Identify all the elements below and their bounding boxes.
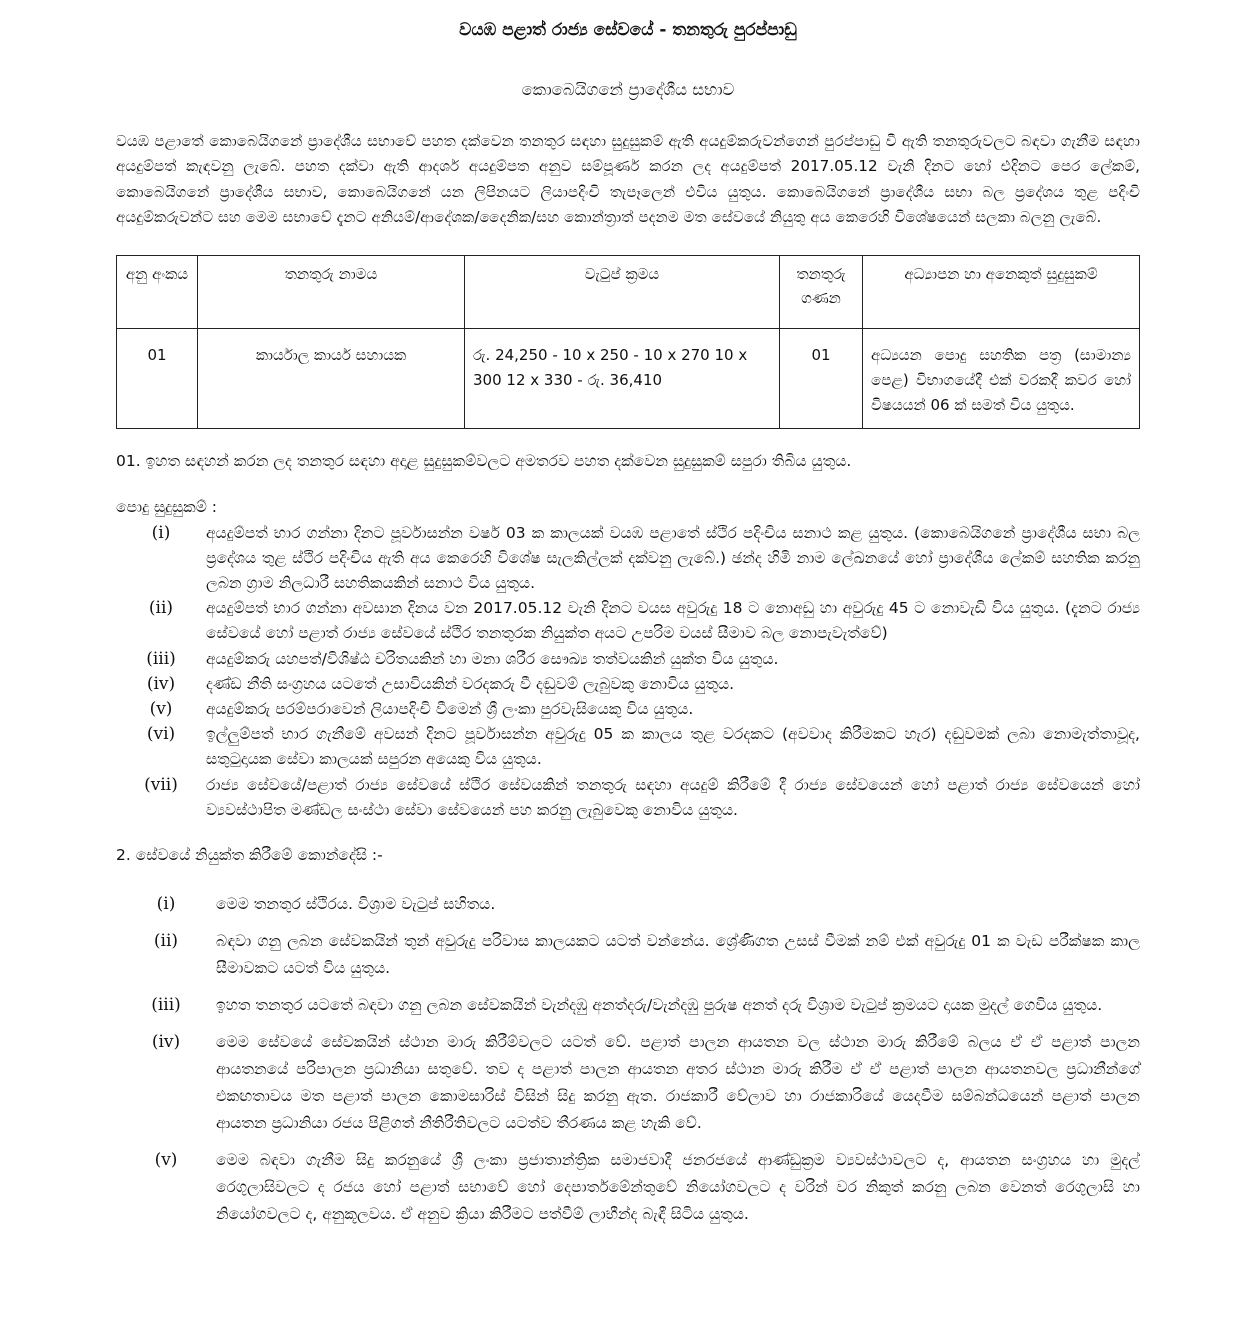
item-text: අයදුම්පත් භාර ගන්නා දිනට පූර්වාසන්න වර්ෂ 03 ක කාලයක් වයඹ පළාතේ ස්ථිර පදිංචිය සනාථ කළ යුතුය. (කොබෙයිගනේ ප්‍රාදේශීය සභා බල ප්‍රදේශය තුළ ස්ථිර පදිංචිය ඇති අය කෙරෙහි විශේෂ සැලකිල්ලක් දක්වනු ලැබේ.) ඡන්ද හිමි නාම ලේඛනයේ හෝ ප්‍රාදේශීය ලේකම් සහතික කරනු ලබන ග්‍රාම නිලධාරී සහතිකයකින් සනාථ විය යුතුය. (206, 523, 1140, 593)
item-number: (iii) (146, 648, 176, 669)
list-item (116, 697, 1140, 722)
cell-salary-scale: රු. 24,250 - 10 x 250 - 10 x 270 10 x 300 12 x 330 - රු. 36,410 (465, 328, 780, 428)
item-text: බඳවා ගනු ලබන සේවකයින් තුන් අවුරුදු පරිවාස කාලයකට යටත් වන්නේය. ශ්‍රේණිගත උසස් වීමක් නම් එක් අවුරුදු 01 ක වැඩ පරීක්ෂක කාල සීමාවකට යටත් විය යුතුය. (216, 932, 1140, 978)
list-item (116, 1147, 1140, 1228)
item-text: ඉල්ලුම්පත් භාර ගැනීමේ අවසන් දිනට පූර්වාසන්න අවුරුදු 05 ක කාලය තුළ වරදකට (අවවාද කිරීමකට හැර) දඬුවමක් ලබා නොමැත්තාවූද, සතුටුදායක සේවා කාලයක් සපුරන අයෙකු විය යුතුය. (206, 725, 1140, 769)
item-number: (iii) (151, 995, 181, 1016)
list-item (116, 647, 1140, 672)
header-qualifications: අධ්‍යාපන හා අනෙකුත් සුදුසුකම් (863, 255, 1140, 328)
item-number: (iv) (151, 1032, 181, 1053)
item-text: අයදුම්කරු පරම්පරාවෙන් ලියාපදිංචි වීමෙන් ශ්‍රී ලංකා පුරවැසියෙකු විය යුතුය. (206, 700, 694, 719)
note-additional-qualifications: 01. ඉහත සඳහන් කරන ලද තනතුර සඳහා අදාළ සුදුසුකම්වලට අමතරව පහත දක්වෙන සුදුසුකම් සපුරා තිබිය යුතුය. (116, 451, 852, 470)
header-post-count: තනතුරු ගණන (780, 255, 863, 328)
item-text: මෙම සේවයේ සේවකයින් ස්ථාන මාරු කිරීම්වලට යටත් වේ. පළාත් පාලන ආයතන වල ස්ථාන මාරු කිරීමේ බලය ඒ ඒ පළාත් පාලන ආයතනයේ පරිපාලන ප්‍රධානියා සතුවේ. තව ද පළාත් පාලන ආයතන අතර ස්ථාන මාරු කිරීම ඒ ඒ පළාත් පාලන ආයතනවල ප්‍රධානීන්ගේ එකඟතාවය මත පළාත් පාලන කොමසාරිස් විසින් සිදු කරනු ඇත. රාජකාරී වේලාව හා රාජකාරියේ යෙදවීම සම්බන්ධයෙන් පළාත් පාලන ආයතන ප්‍රධානියා රජය පිළිගත් නීතිරීතිවලට යටත්ව තීරණය කළ හැකි වේ. (216, 1033, 1140, 1133)
item-number: (v) (154, 1150, 178, 1171)
item-number: (vii) (144, 774, 178, 795)
list-item (116, 928, 1140, 982)
header-salary-scale: වැටුප් ක්‍රමය (465, 255, 780, 328)
page-title: වයඹ පළාත් රාජ්‍ය සේවයේ - තනතුරු පුරප්පාඩු (459, 20, 797, 40)
list-item (116, 891, 1140, 918)
list-item (116, 521, 1140, 597)
cell-post-name: කාර්යාල කාර්ය සහායක (198, 328, 465, 428)
item-text: අයදුම්පත් භාර ගන්නා අවසාන දිනය වන 2017.05.12 වැනි දිනට වයස අවුරුදු 18 ට නොඅඩු හා අවුරුදු 45 ට නොවැඩි විය යුතුය. (දැනට රාජ්‍ය සේවයේ හෝ පළාත් රාජ්‍ය සේවයේ ස්ථිර තනතුරක නියුක්ත අයට උපරිම වයස් සීමාව බල නොපැවැත්වේ) (206, 599, 1140, 643)
vacancy-table (116, 255, 1140, 429)
item-number: (i) (156, 894, 176, 915)
page-subtitle: කොබෙයිගනේ ප්‍රාදේශීය සභාව (521, 80, 735, 99)
cell-qualifications: අධ්‍යයන පොදු සහතික පත්‍ර (සාමාන්‍ය පෙළ) විභාගයේදී එක් වරකදී කවර හෝ විෂයයන් 06 ක් සමත් විය යුතුය. (863, 328, 1140, 428)
general-qualifications-heading: පොදු සුදුසුකම් : (116, 497, 218, 516)
list-item (116, 992, 1140, 1019)
item-number: (vi) (146, 724, 176, 745)
table-row (117, 328, 1140, 428)
table-header-row (117, 255, 1140, 328)
item-number: (iv) (146, 673, 176, 694)
header-post-name: තනතුරු නාමය (198, 255, 465, 328)
list-item (116, 596, 1140, 646)
list-item (116, 722, 1140, 772)
appointment-conditions-list (116, 891, 1140, 1228)
cell-serial-no: 01 (117, 328, 198, 428)
intro-paragraph: වයඹ පළාතේ කොබෙයිගනේ ප්‍රාදේශීය සභාවේ පහත දක්වෙන තනතුර සඳහා සුදුසුකම් ඇති අයදුම්කරුවන්ගෙන් පුරප්පාඩු වී ඇති තනතුරුවලට බඳවා ගැනීම සඳහා අයදුම්පත් කැඳවනු ලැබේ. පහත දක්වා ඇති ආදර්ශ අයදුම්පත අනුව සම්පූර්ණ කරන ලද අයදුම්පත් 2017.05.12 වැනි දිනට හෝ එදිනට පෙර ලේකම්, කොබෙයිගනේ ප්‍රාදේශීය සභාව, කොබෙයිගනේ යන ලිපිනයට ලියාපදිංචි තැපෑලෙන් එවිය යුතුය. කොබෙයිගනේ ප්‍රාදේශීය සභා බල ප්‍රදේශය තුළ පදිංචි අයදුම්කරුවන්ට සහ මෙම සභාවේ දැනට අනියම්/ආදේශක/දෛනික/සහ කොන්ත්‍රාත් පදනම මත සේවයේ නියුතු අය කෙරෙහි විශේෂයෙන් සලකා බලනු ලැබේ. (116, 132, 1140, 227)
cell-post-count: 01 (780, 328, 863, 428)
appointment-conditions-heading: 2. සේවයේ නියුක්ත කිරීමේ කොන්දේසි :- (116, 846, 383, 865)
item-text: ඉහත තනතුර යටතේ බඳවා ගනු ලබන සේවකයින් වැන්දඹු අනත්දරු/වැන්දඹු පුරුෂ අනත් දරු විශ්‍රාම වැටුප් ක්‍රමයට දායක මුදල් ගෙවිය යුතුය. (216, 996, 1103, 1015)
item-text: මෙම තනතුර ස්ථිරය. විශ්‍රාම වැටුප් සහිතය. (216, 895, 496, 914)
item-text: මෙම බඳවා ගැනීම සිදු කරනුයේ ශ්‍රී ලංකා ප්‍රජාතාන්ත්‍රික සමාජවාදී ජනරජයේ ආණ්ඩුක්‍රම ව්‍යවස්ථාවලට ද, ආයතන සංග්‍රහය හා මුදල් රෙගුලාසිවලට ද රජය හෝ පළාත් සභාවේ හෝ දෙපාර්තමේන්තුවේ නියෝගවලට ද වරින් වර නිකුත් කරනු ලබන වෙනත් රෙගුලාසි හා නියෝගවලට ද, අනුකූලවය. ඒ අනුව ක්‍රියා කිරීමට පත්වීම් ලාභීන්ද බැඳී සිටිය යුතුය. (216, 1151, 1140, 1224)
item-text: දණ්ඩ නීති සංග්‍රහය යටතේ උසාවියකින් වරදකරු වී දඬුවම් ලැබුවකු නොවිය යුතුය. (206, 674, 735, 693)
item-number: (ii) (148, 598, 174, 619)
list-item (116, 672, 1140, 697)
list-item (116, 773, 1140, 823)
header-serial-no: අනු අංකය (117, 255, 198, 328)
item-number: (v) (149, 699, 173, 720)
item-text: අයදුම්කරු යහපත්/විශිෂ්ඨ චරිතයකින් හා මනා ශරීර සෞඛ්‍ය තත්වයකින් යුක්ත විය යුතුය. (206, 649, 779, 668)
general-qualifications-list (116, 521, 1140, 823)
list-item (116, 1029, 1140, 1137)
item-number: (ii) (153, 931, 179, 952)
item-number: (i) (151, 522, 171, 543)
item-text: රාජ්‍ය සේවයේ/පළාත් රාජ්‍ය සේවයේ ස්ථිර සේවයකින් තනතුරු සඳහා අයදුම් කිරීමේ දී රාජ්‍ය සේවයෙන් හෝ පළාත් රාජ්‍ය සේවයෙන් හෝ ව්‍යවස්ථාපිත මණ්ඩල සංස්ථා සේවා සේවයෙන් පහ කරනු ලැබුවෙකු නොවිය යුතුය. (206, 775, 1140, 819)
